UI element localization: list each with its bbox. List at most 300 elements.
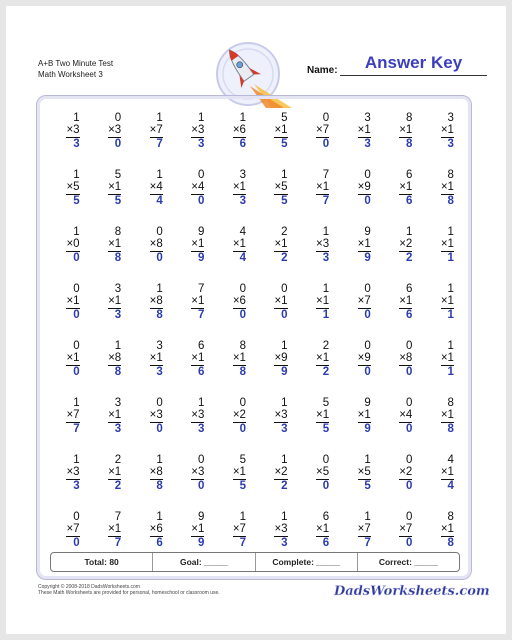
problem-item	[339, 341, 381, 398]
problem-top-number: 1	[156, 112, 163, 124]
problem-multiplier: ×1	[441, 125, 454, 139]
problem-multiplier: ×1	[441, 524, 454, 538]
problem-multiplier: ×6	[150, 524, 163, 538]
problem-item	[256, 341, 298, 398]
problem-answer: 9	[197, 537, 205, 549]
problem-answer: 9	[364, 423, 371, 435]
problem-multiplier: ×8	[108, 353, 121, 367]
problem-answer: 0	[405, 480, 413, 492]
problem-top-number: 1	[239, 511, 246, 523]
logo-text: DadsWorksheets.com	[334, 584, 490, 599]
answer-key-text: Answer Key	[364, 53, 463, 72]
problem-top-number: 0	[73, 283, 80, 295]
problem-multiplier: ×1	[233, 182, 246, 196]
problem-item	[214, 284, 256, 341]
name-label: Name:	[307, 65, 338, 76]
problem-answer: 6	[405, 309, 413, 321]
problem-answer: 0	[197, 480, 205, 492]
problem-multiplier: ×1	[441, 296, 454, 310]
problem-row	[48, 398, 468, 455]
problem-top-number: 0	[281, 283, 288, 295]
problem-top-number: 9	[197, 511, 205, 523]
problem-multiplier: ×6	[233, 296, 246, 310]
problem-item	[173, 170, 215, 227]
problem-answer: 1	[322, 309, 330, 321]
problem-top-number: 2	[322, 340, 330, 352]
problem-answer: 7	[364, 537, 371, 549]
problem-multiplier: ×1	[108, 239, 121, 253]
worksheet-title	[38, 58, 113, 80]
problem-item	[214, 398, 256, 455]
problem-multiplier: ×1	[441, 239, 454, 253]
problem-answer: 2	[281, 480, 288, 492]
problem-answer: 7	[197, 309, 205, 321]
problem-multiplier: ×1	[66, 296, 79, 310]
problem-top-number: 2	[281, 226, 288, 238]
problems-grid	[48, 113, 468, 569]
problem-multiplier: ×1	[399, 182, 412, 196]
problem-top-number: 1	[156, 169, 163, 181]
problem-multiplier: ×3	[191, 410, 204, 424]
problem-top-number: 1	[73, 454, 80, 466]
problem-answer: 7	[322, 195, 330, 207]
problem-multiplier: ×1	[274, 239, 287, 253]
problem-multiplier: ×9	[274, 353, 287, 367]
problem-multiplier: ×9	[358, 353, 371, 367]
problem-multiplier: ×3	[191, 467, 204, 481]
problem-item	[298, 284, 340, 341]
problem-item	[339, 455, 381, 512]
problem-multiplier: ×1	[441, 410, 454, 424]
problem-multiplier: ×4	[399, 410, 412, 424]
problem-answer: 5	[114, 195, 122, 207]
problem-item	[48, 113, 90, 170]
problem-answer: 0	[281, 309, 288, 321]
problem-top-number: 0	[405, 511, 413, 523]
problem-top-number: 1	[281, 454, 288, 466]
problem-answer: 8	[114, 366, 122, 378]
problem-top-number: 6	[405, 169, 413, 181]
problem-answer: 6	[322, 537, 330, 549]
problem-multiplier: ×1	[191, 524, 204, 538]
problem-top-number: 9	[197, 226, 205, 238]
problem-top-number: 5	[322, 397, 330, 409]
problem-multiplier: ×5	[316, 467, 329, 481]
problem-multiplier: ×1	[233, 239, 246, 253]
problem-multiplier: ×6	[233, 125, 246, 139]
problem-top-number: 0	[405, 397, 413, 409]
problem-answer: 5	[73, 195, 80, 207]
problem-item	[131, 455, 173, 512]
problem-top-number: 0	[197, 169, 205, 181]
problem-multiplier: ×1	[316, 296, 329, 310]
problem-multiplier: ×1	[316, 182, 329, 196]
problem-top-number: 9	[364, 397, 371, 409]
problem-item	[173, 398, 215, 455]
problem-multiplier: ×1	[441, 182, 454, 196]
problem-multiplier: ×1	[191, 296, 204, 310]
problem-top-number: 1	[73, 397, 80, 409]
problem-top-number: 1	[281, 397, 288, 409]
problem-top-number: 1	[156, 454, 163, 466]
problem-top-number: 1	[114, 340, 122, 352]
goal-field: Goal: _____	[153, 553, 255, 571]
problem-multiplier: ×4	[191, 182, 204, 196]
name-line	[340, 53, 487, 76]
problem-answer: 6	[197, 366, 205, 378]
problem-multiplier: ×1	[66, 353, 79, 367]
problem-answer: 8	[156, 480, 163, 492]
problem-top-number: 3	[156, 340, 163, 352]
problem-multiplier: ×5	[358, 467, 371, 481]
problem-multiplier: ×3	[66, 467, 79, 481]
problem-top-number: 5	[281, 112, 288, 124]
problem-answer: 8	[447, 423, 454, 435]
problem-answer: 5	[281, 138, 288, 150]
problem-answer: 8	[114, 252, 122, 264]
problem-multiplier: ×1	[399, 125, 412, 139]
problem-answer: 3	[364, 138, 371, 150]
problem-answer: 6	[156, 537, 163, 549]
problem-top-number: 0	[322, 112, 330, 124]
problem-item	[131, 227, 173, 284]
problem-item	[90, 398, 132, 455]
problem-answer: 2	[322, 366, 330, 378]
complete-field: Complete: _____	[256, 553, 358, 571]
problem-top-number: 0	[197, 454, 205, 466]
problem-multiplier: ×2	[233, 410, 246, 424]
problem-answer: 0	[114, 138, 122, 150]
problem-row	[48, 284, 468, 341]
problem-item	[48, 455, 90, 512]
problem-top-number: 1	[156, 511, 163, 523]
problem-answer: 8	[447, 195, 454, 207]
problem-row	[48, 455, 468, 512]
problem-top-number: 8	[405, 112, 413, 124]
problem-item	[422, 398, 464, 455]
problem-top-number: 0	[156, 397, 163, 409]
problem-multiplier: ×7	[358, 296, 371, 310]
problem-multiplier: ×1	[399, 296, 412, 310]
problem-answer: 6	[405, 195, 413, 207]
problem-multiplier: ×1	[108, 524, 121, 538]
problem-item	[339, 284, 381, 341]
problem-item	[339, 398, 381, 455]
problem-answer: 7	[73, 423, 80, 435]
problem-top-number: 6	[197, 340, 205, 352]
problem-multiplier: ×1	[441, 467, 454, 481]
problem-top-number: 0	[364, 340, 371, 352]
problem-top-number: 1	[239, 112, 246, 124]
problem-answer: 0	[197, 195, 205, 207]
problem-row	[48, 227, 468, 284]
problem-answer: 3	[281, 423, 288, 435]
problem-top-number: 1	[197, 397, 205, 409]
problem-answer: 1	[447, 309, 454, 321]
problem-multiplier: ×5	[274, 182, 287, 196]
problem-top-number: 0	[364, 169, 371, 181]
problem-multiplier: ×7	[399, 524, 412, 538]
problem-top-number: 3	[114, 283, 122, 295]
problem-item	[90, 455, 132, 512]
problem-item	[131, 113, 173, 170]
problem-answer: 4	[156, 195, 163, 207]
problem-multiplier: ×1	[441, 353, 454, 367]
stats-bar	[50, 552, 460, 572]
problem-multiplier: ×1	[191, 353, 204, 367]
problem-answer: 3	[322, 252, 330, 264]
problem-answer: 4	[447, 480, 454, 492]
problem-multiplier: ×7	[358, 524, 371, 538]
problem-answer: 3	[281, 537, 288, 549]
problem-answer: 8	[239, 366, 246, 378]
problem-multiplier: ×1	[233, 467, 246, 481]
problem-top-number: 1	[364, 454, 371, 466]
problem-multiplier: ×1	[358, 410, 371, 424]
problem-item	[90, 113, 132, 170]
problem-item	[422, 455, 464, 512]
problem-answer: 9	[281, 366, 288, 378]
problem-item	[173, 227, 215, 284]
problem-multiplier: ×3	[191, 125, 204, 139]
problem-answer: 0	[405, 366, 413, 378]
problem-item	[256, 170, 298, 227]
problem-answer: 3	[197, 138, 205, 150]
problem-top-number: 0	[114, 112, 122, 124]
problem-answer: 5	[281, 195, 288, 207]
copyright-line: Copyright © 2008-2018 DadsWorksheets.com	[38, 584, 140, 590]
problem-answer: 4	[239, 252, 246, 264]
problem-multiplier: ×5	[66, 182, 79, 196]
problem-item	[48, 170, 90, 227]
problem-top-number: 1	[281, 169, 288, 181]
problem-item	[381, 455, 423, 512]
problem-top-number: 3	[114, 397, 122, 409]
problem-multiplier: ×7	[233, 524, 246, 538]
problem-top-number: 6	[405, 283, 413, 295]
problem-answer: 3	[447, 138, 454, 150]
problem-item	[422, 284, 464, 341]
problem-item	[131, 284, 173, 341]
problem-answer: 7	[239, 537, 246, 549]
problem-answer: 9	[197, 252, 205, 264]
problem-top-number: 1	[156, 283, 163, 295]
problem-answer: 3	[197, 423, 205, 435]
problem-top-number: 0	[73, 340, 80, 352]
problem-top-number: 0	[322, 454, 330, 466]
problem-top-number: 8	[447, 169, 454, 181]
problem-answer: 8	[156, 309, 163, 321]
problem-multiplier: ×8	[399, 353, 412, 367]
problem-item	[422, 170, 464, 227]
problem-top-number: 1	[322, 226, 330, 238]
problem-top-number: 5	[114, 169, 122, 181]
problem-answer: 8	[447, 537, 454, 549]
problem-top-number: 0	[73, 511, 80, 523]
problem-multiplier: ×1	[358, 125, 371, 139]
problem-item	[214, 341, 256, 398]
problem-top-number: 6	[322, 511, 330, 523]
problem-top-number: 1	[73, 112, 80, 124]
problem-answer: 7	[114, 537, 122, 549]
problem-multiplier: ×1	[274, 296, 287, 310]
problem-top-number: 1	[281, 511, 288, 523]
problem-top-number: 8	[239, 340, 246, 352]
problem-multiplier: ×7	[316, 125, 329, 139]
problem-item	[422, 113, 464, 170]
problem-item	[298, 113, 340, 170]
problem-answer: 3	[73, 138, 80, 150]
problem-multiplier: ×2	[399, 239, 412, 253]
problem-top-number: 1	[281, 340, 288, 352]
problem-multiplier: ×7	[66, 410, 79, 424]
problem-item	[256, 455, 298, 512]
problem-top-number: 1	[364, 511, 371, 523]
problem-answer: 5	[322, 423, 330, 435]
correct-field: Correct: _____	[378, 557, 438, 567]
problem-item	[131, 170, 173, 227]
problem-answer: 0	[364, 195, 371, 207]
problem-item	[298, 227, 340, 284]
problem-answer: 6	[239, 138, 246, 150]
problem-top-number: 7	[322, 169, 330, 181]
problem-item	[381, 170, 423, 227]
problem-item	[173, 341, 215, 398]
problem-item	[48, 341, 90, 398]
problem-answer: 0	[405, 537, 413, 549]
problem-answer: 3	[239, 195, 246, 207]
problem-top-number: 1	[322, 283, 330, 295]
problem-answer: 2	[405, 252, 413, 264]
problem-multiplier: ×1	[191, 239, 204, 253]
total-count: Total: 80	[51, 553, 153, 571]
problem-multiplier: ×3	[150, 410, 163, 424]
problem-top-number: 4	[239, 226, 246, 238]
problem-answer: 1	[447, 252, 454, 264]
problem-answer: 0	[156, 252, 163, 264]
problem-item	[214, 455, 256, 512]
problem-item	[256, 227, 298, 284]
problem-top-number: 3	[447, 112, 454, 124]
problem-item	[298, 398, 340, 455]
problem-item	[422, 227, 464, 284]
problem-answer: 0	[364, 309, 371, 321]
problem-multiplier: ×3	[108, 125, 121, 139]
problem-answer: 0	[405, 423, 413, 435]
problem-multiplier: ×1	[316, 524, 329, 538]
problem-multiplier: ×7	[150, 125, 163, 139]
problem-answer: 5	[239, 480, 246, 492]
problem-top-number: 3	[364, 112, 371, 124]
problem-answer: 3	[156, 366, 163, 378]
problem-top-number: 5	[239, 454, 246, 466]
problem-answer: 2	[114, 480, 122, 492]
problem-multiplier: ×1	[274, 125, 287, 139]
problem-top-number: 1	[197, 112, 205, 124]
problem-item	[173, 284, 215, 341]
problem-row	[48, 341, 468, 398]
problem-answer: 0	[322, 138, 330, 150]
problem-multiplier: ×3	[274, 524, 287, 538]
problem-item	[381, 227, 423, 284]
problem-top-number: 1	[447, 226, 454, 238]
problem-top-number: 8	[447, 397, 454, 409]
problem-multiplier: ×3	[316, 239, 329, 253]
problem-answer: 9	[364, 252, 371, 264]
problem-top-number: 0	[156, 226, 163, 238]
problem-multiplier: ×8	[150, 239, 163, 253]
problem-item	[422, 341, 464, 398]
problem-item	[214, 170, 256, 227]
problem-multiplier: ×1	[150, 353, 163, 367]
title-line-1: A+B Two Minute Test	[38, 59, 114, 68]
problem-item	[298, 170, 340, 227]
site-logo	[332, 578, 490, 602]
problem-top-number: 1	[447, 340, 454, 352]
footer-copyright	[38, 584, 220, 596]
problem-top-number: 8	[447, 511, 454, 523]
problem-answer: 0	[322, 480, 330, 492]
problem-answer: 0	[73, 537, 80, 549]
logo-graphic	[332, 578, 490, 602]
problem-answer: 0	[73, 366, 80, 378]
problem-top-number: 0	[405, 454, 413, 466]
problem-top-number: 0	[239, 283, 246, 295]
problem-answer: 3	[114, 309, 122, 321]
problem-answer: 0	[73, 309, 80, 321]
problem-item	[214, 227, 256, 284]
problem-item	[339, 227, 381, 284]
problem-top-number: 9	[364, 226, 371, 238]
problem-item	[339, 113, 381, 170]
problem-item	[173, 113, 215, 170]
problem-top-number: 0	[364, 283, 371, 295]
problem-top-number: 1	[73, 169, 80, 181]
problem-item	[381, 284, 423, 341]
problem-top-number: 1	[405, 226, 413, 238]
problem-item	[256, 284, 298, 341]
problem-multiplier: ×8	[150, 296, 163, 310]
problem-multiplier: ×2	[399, 467, 412, 481]
problem-row	[48, 113, 468, 170]
problem-multiplier: ×9	[358, 182, 371, 196]
problem-item	[90, 341, 132, 398]
problem-multiplier: ×2	[274, 467, 287, 481]
problem-top-number: 2	[114, 454, 122, 466]
problem-answer: 1	[447, 366, 454, 378]
problem-answer: 3	[73, 480, 80, 492]
problem-answer: 0	[156, 423, 163, 435]
problem-answer: 8	[405, 138, 413, 150]
problem-multiplier: ×3	[274, 410, 287, 424]
problem-answer: 2	[281, 252, 288, 264]
problem-item	[381, 113, 423, 170]
problem-multiplier: ×4	[150, 182, 163, 196]
problem-item	[381, 341, 423, 398]
problem-multiplier: ×1	[316, 410, 329, 424]
problem-answer: 5	[364, 480, 371, 492]
problem-row	[48, 170, 468, 227]
problem-multiplier: ×8	[150, 467, 163, 481]
problem-top-number: 7	[197, 283, 205, 295]
usage-line: These Math Worksheets are provided for personal, homeschool or classroom use.	[38, 590, 220, 596]
problem-item	[90, 284, 132, 341]
problem-item	[214, 113, 256, 170]
problem-top-number: 3	[239, 169, 246, 181]
problem-multiplier: ×0	[66, 239, 79, 253]
problem-item	[256, 398, 298, 455]
problem-multiplier: ×1	[108, 410, 121, 424]
